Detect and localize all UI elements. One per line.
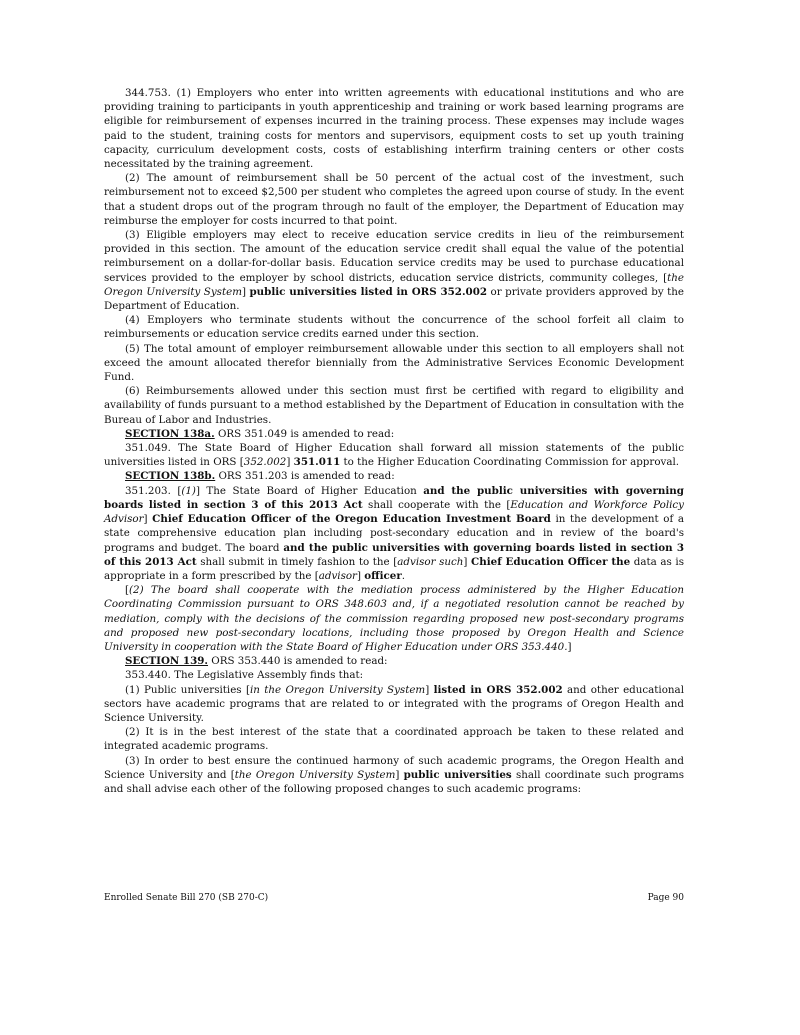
text-run: in the development of a state comprehensive education plan including post-secondary education and in review of the board's programs and budget. The board xyxy=(104,513,684,554)
text-run: ] xyxy=(286,456,294,469)
paragraph xyxy=(104,725,684,753)
text-run: officer xyxy=(364,569,402,582)
paragraph xyxy=(104,668,684,682)
text-run: ] The State Board of Higher Education xyxy=(195,484,424,497)
paragraph xyxy=(104,469,684,483)
bill-body-text xyxy=(104,86,684,796)
text-run: public universities xyxy=(403,768,512,781)
text-run: ] xyxy=(395,768,404,781)
paragraph xyxy=(104,384,684,427)
text-run: 351.049. The State Board of Higher Education shall forward all mission statements of the public universities listed in ORS [ xyxy=(104,442,684,469)
text-run: 351.011 xyxy=(293,456,341,469)
paragraph xyxy=(104,342,684,385)
page-number: Page 90 xyxy=(647,893,684,903)
text-run: Education and Workforce Policy Advisor xyxy=(104,498,684,526)
text-run: ] xyxy=(425,683,434,696)
text-run: ORS 351.049 is amended to read: xyxy=(214,427,395,440)
paragraph xyxy=(104,583,684,654)
text-run: 344.753. (1) Employers who enter into written agreements with educational institutions and who are providing training to participants in youth apprenticeship and training or work based learning programs are eligible for reimbursement of expenses incurred in the training process. These expenses may include wages paid to the student, training costs for mentors and supervisors, equipment costs to set up youth training capacity, curriculum development costs, costs of establishing interfirm training centers or other costs necessitated by the training agreement. xyxy=(104,87,684,171)
text-run: and other educational sectors have academic programs that are related to or integrated with the programs of Oregon Health and Science University. xyxy=(104,683,684,724)
paragraph xyxy=(104,754,684,797)
text-run: . xyxy=(401,569,406,582)
paragraph xyxy=(104,427,684,441)
text-run: (6) Reimbursements allowed under this section must first be certified with regard to eligibility and availability of funds pursuant to a method established by the Department of Education in consultation with the Bureau of Labor and Industries. xyxy=(104,385,684,426)
text-run: ] xyxy=(463,555,472,568)
paragraph xyxy=(104,683,684,726)
text-run: SECTION 139. xyxy=(125,655,209,668)
text-run: the Oregon University System xyxy=(104,271,684,298)
text-run: and the public universities with governing boards listed in section 3 of this 2013 Act xyxy=(104,541,685,568)
paragraph xyxy=(104,228,684,313)
text-run: advisor xyxy=(318,569,357,582)
text-run: (2) The amount of reimbursement shall be 50 percent of the actual cost of the investment, such reimbursement not to exceed $2,500 per student who completes the agreed upon course of study. In the event that a student drops out of the program through no fault of the employer, the Department of Education may reimburse the employer for costs incurred to that point. xyxy=(104,172,684,227)
bill-title-footer: Enrolled Senate Bill 270 (SB 270-C) xyxy=(104,893,269,903)
text-run: or private providers approved by the Department of Education. xyxy=(104,285,684,313)
text-run: public universities listed in ORS 352.002 xyxy=(249,285,488,298)
text-run: Chief Education Officer the xyxy=(471,555,631,568)
paragraph xyxy=(104,441,684,469)
paragraph xyxy=(104,171,684,228)
text-run: Chief Education Officer of the Oregon Education Investment Board xyxy=(152,513,551,526)
text-run: ORS 353.440 is amended to read: xyxy=(208,655,388,668)
text-run: (1) Public universities [ xyxy=(125,683,250,696)
text-run: ORS 351.203 is amended to read: xyxy=(215,470,395,483)
paragraph xyxy=(104,484,684,583)
text-run: ] xyxy=(143,513,153,526)
text-run: in the Oregon University System xyxy=(249,683,426,696)
text-run: advisor such xyxy=(397,555,464,568)
text-run: SECTION 138b. xyxy=(125,470,216,483)
text-run: data as is appropriate in a form prescribed by the [ xyxy=(104,555,685,582)
text-run: the Oregon University System xyxy=(234,768,396,781)
text-run: shall submit in timely fashion to the [ xyxy=(196,555,398,568)
text-run: to the Higher Education Coordinating Commission for approval. xyxy=(340,456,680,469)
text-run: shall cooperate with the [ xyxy=(362,498,511,511)
paragraph xyxy=(104,86,684,171)
text-run: (3) In order to best ensure the continued harmony of such academic programs, the Oregon Health and Science University and [ xyxy=(104,754,684,781)
text-run: (2) The board shall cooperate with the mediation process administered by the Higher Education Coordinating Commission pursuant to ORS 348.603 and, if a negotiated resolution cannot be reached by mediation, comply with the decisions of the commission regarding proposed new post-secondary programs and proposed new post-secondary locations, including those proposed by Oregon Health and Science University in cooperation with the State Board of Higher Education under ORS 353.440. xyxy=(104,584,684,653)
text-run: ] xyxy=(567,640,572,653)
text-run: (1) xyxy=(181,484,196,497)
paragraph xyxy=(104,313,684,341)
text-run: (4) Employers who terminate students without the concurrence of the school forfeit all claim to reimbursements or education service credits earned under this section. xyxy=(104,314,684,341)
text-run: 352.002 xyxy=(243,456,287,469)
text-run: [ xyxy=(125,584,130,597)
text-run: (2) It is in the best interest of the state that a coordinated approach be taken to these related and integrated academic programs. xyxy=(104,726,684,753)
text-run: (5) The total amount of employer reimbursement allowable under this section to all employers shall not exceed the amount allocated therefor biennially from the Administrative Services Economic Development Fund. xyxy=(104,342,684,384)
text-run: (3) Eligible employers may elect to receive education service credits in lieu of the reimbursement provided in this section. The amount of the education service credit shall equal the value of the potential reimbursement on a dollar-for-dollar basis. Education service credits may be used to purchase educational services provided to the employer by school districts, education service districts, community colleges, [ xyxy=(104,229,684,284)
text-run: 351.203. [ xyxy=(125,484,182,497)
text-run: listed in ORS 352.002 xyxy=(433,683,563,696)
text-run: 353.440. The Legislative Assembly finds that: xyxy=(125,669,364,682)
text-run: and the public universities with governing boards listed in section 3 of this 2013 Act xyxy=(104,484,684,511)
text-run: ] xyxy=(356,569,365,582)
text-run: shall coordinate such programs and shall advise each other of the following proposed changes to such academic programs: xyxy=(104,768,685,795)
text-run: ] xyxy=(241,285,250,298)
text-run: SECTION 138a. xyxy=(125,427,215,440)
paragraph xyxy=(104,654,684,668)
